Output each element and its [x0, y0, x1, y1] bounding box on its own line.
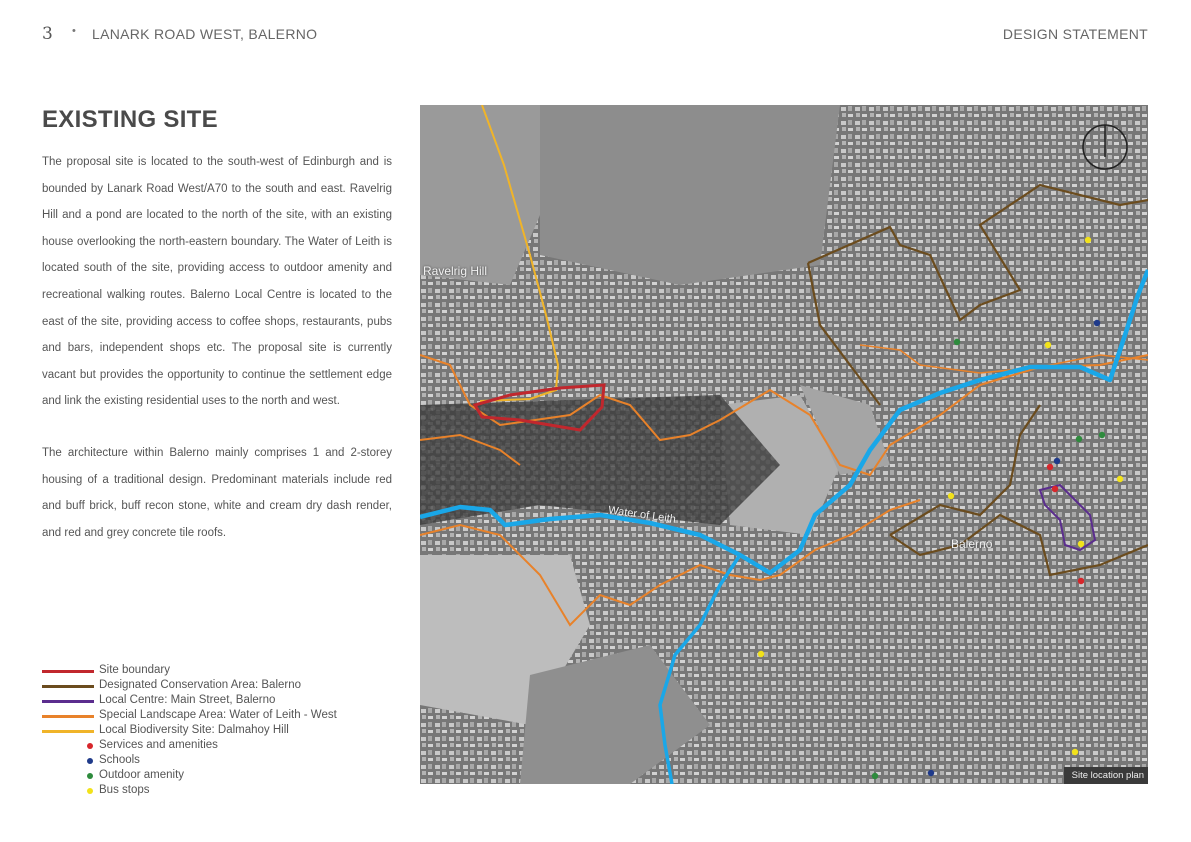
- legend-line-swatch: [42, 670, 94, 673]
- outdoor-amenity-marker: [1099, 432, 1105, 438]
- legend-label: Local Centre: Main Street, Balerno: [99, 694, 276, 706]
- legend-dot-swatch: [87, 743, 93, 749]
- outdoor-amenity-marker: [872, 773, 878, 779]
- document-type: DESIGN STATEMENT: [1002, 26, 1148, 42]
- legend-label: Outdoor amenity: [99, 769, 185, 781]
- label-ravelrig-hill: Ravelrig Hill: [423, 264, 488, 278]
- legend-dot-swatch: [87, 773, 93, 779]
- legend-item-special-landscape: [42, 709, 382, 724]
- legend-label: Schools: [99, 754, 140, 766]
- legend-label: Services and amenities: [99, 739, 218, 751]
- school-marker: [928, 770, 934, 776]
- legend-label: Local Biodiversity Site: Dalmahoy Hill: [99, 724, 289, 736]
- outdoor-amenity-marker: [954, 339, 960, 345]
- bus-stop-marker: [948, 493, 954, 499]
- legend-label: Bus stops: [99, 784, 150, 796]
- legend-label: Special Landscape Area: Water of Leith - West: [99, 709, 337, 721]
- services-marker: [1078, 578, 1084, 584]
- legend-dot-swatch: [87, 758, 93, 764]
- school-marker: [1094, 320, 1100, 326]
- legend-item-local-centre: [42, 694, 382, 709]
- page-header: [42, 24, 1148, 44]
- map-graphic: [420, 105, 1148, 784]
- legend-line-swatch: [42, 730, 94, 733]
- bus-stop-marker: [1117, 476, 1123, 482]
- legend-line-swatch: [42, 715, 94, 718]
- legend-item-schools: [42, 754, 382, 769]
- outdoor-amenity-marker: [1076, 436, 1082, 442]
- header-bullet: •: [72, 25, 76, 37]
- paragraph-site-context: The proposal site is located to the south-west of Edinburgh and is bounded by Lanark Road West/A70 to the south and east. Ravelrig Hill and a pond are located to the north of the site, with an existing house overlooking the north-eastern boundary. The Water of Leith is located south of the site, providing access to outdoor amenity and recreational walking routes. Balerno Local Centre is located to the east of the site, providing access to coffee shops, restaurants, pubs and bars, independent shops etc. The proposal site is currently vacant but provides the opportunity to continue the settlement edge and link the existing residential uses to the north and west.: [42, 156, 392, 408]
- services-marker: [1052, 486, 1058, 492]
- label-balerno: Balerno: [951, 537, 993, 551]
- woodland: [420, 395, 780, 525]
- map-legend: [42, 664, 382, 799]
- legend-line-swatch: [42, 685, 94, 688]
- bus-stop-marker: [1072, 749, 1078, 755]
- bus-stop-marker: [1045, 342, 1051, 348]
- legend-item-biodiversity-site: [42, 724, 382, 739]
- legend-item-bus-stops: [42, 784, 382, 799]
- document-title: LANARK ROAD WEST, BALERNO: [92, 26, 318, 42]
- page-number: 3: [42, 24, 53, 44]
- legend-line-swatch: [42, 700, 94, 703]
- legend-label: Site boundary: [99, 664, 170, 676]
- legend-item-outdoor-amenity: [42, 769, 382, 784]
- legend-item-services: [42, 739, 382, 754]
- bus-stop-marker: [758, 651, 764, 657]
- services-marker: [1047, 464, 1053, 470]
- map-caption: Site location plan: [1064, 767, 1148, 784]
- housing-estate: [540, 105, 840, 285]
- legend-dot-swatch: [87, 788, 93, 794]
- label-water-of-leith: Water of Leith: [607, 504, 677, 526]
- legend-label: Designated Conservation Area: Balerno: [99, 679, 302, 691]
- bus-stop-marker: [1085, 237, 1091, 243]
- section-heading: EXISTING SITE: [42, 106, 218, 133]
- bus-stop-marker: [1078, 541, 1084, 547]
- legend-item-conservation-area: [42, 679, 382, 694]
- legend-item-site-boundary: [42, 664, 382, 679]
- paragraph-architecture: The architecture within Balerno mainly comprises 1 and 2-storey housing of a traditional design. Predominant materials include red and buff brick, buff recon stone, white and cream dry dash render, and red and grey concrete tile roofs.: [42, 447, 392, 539]
- site-location-map: [420, 105, 1148, 784]
- school-marker: [1054, 458, 1060, 464]
